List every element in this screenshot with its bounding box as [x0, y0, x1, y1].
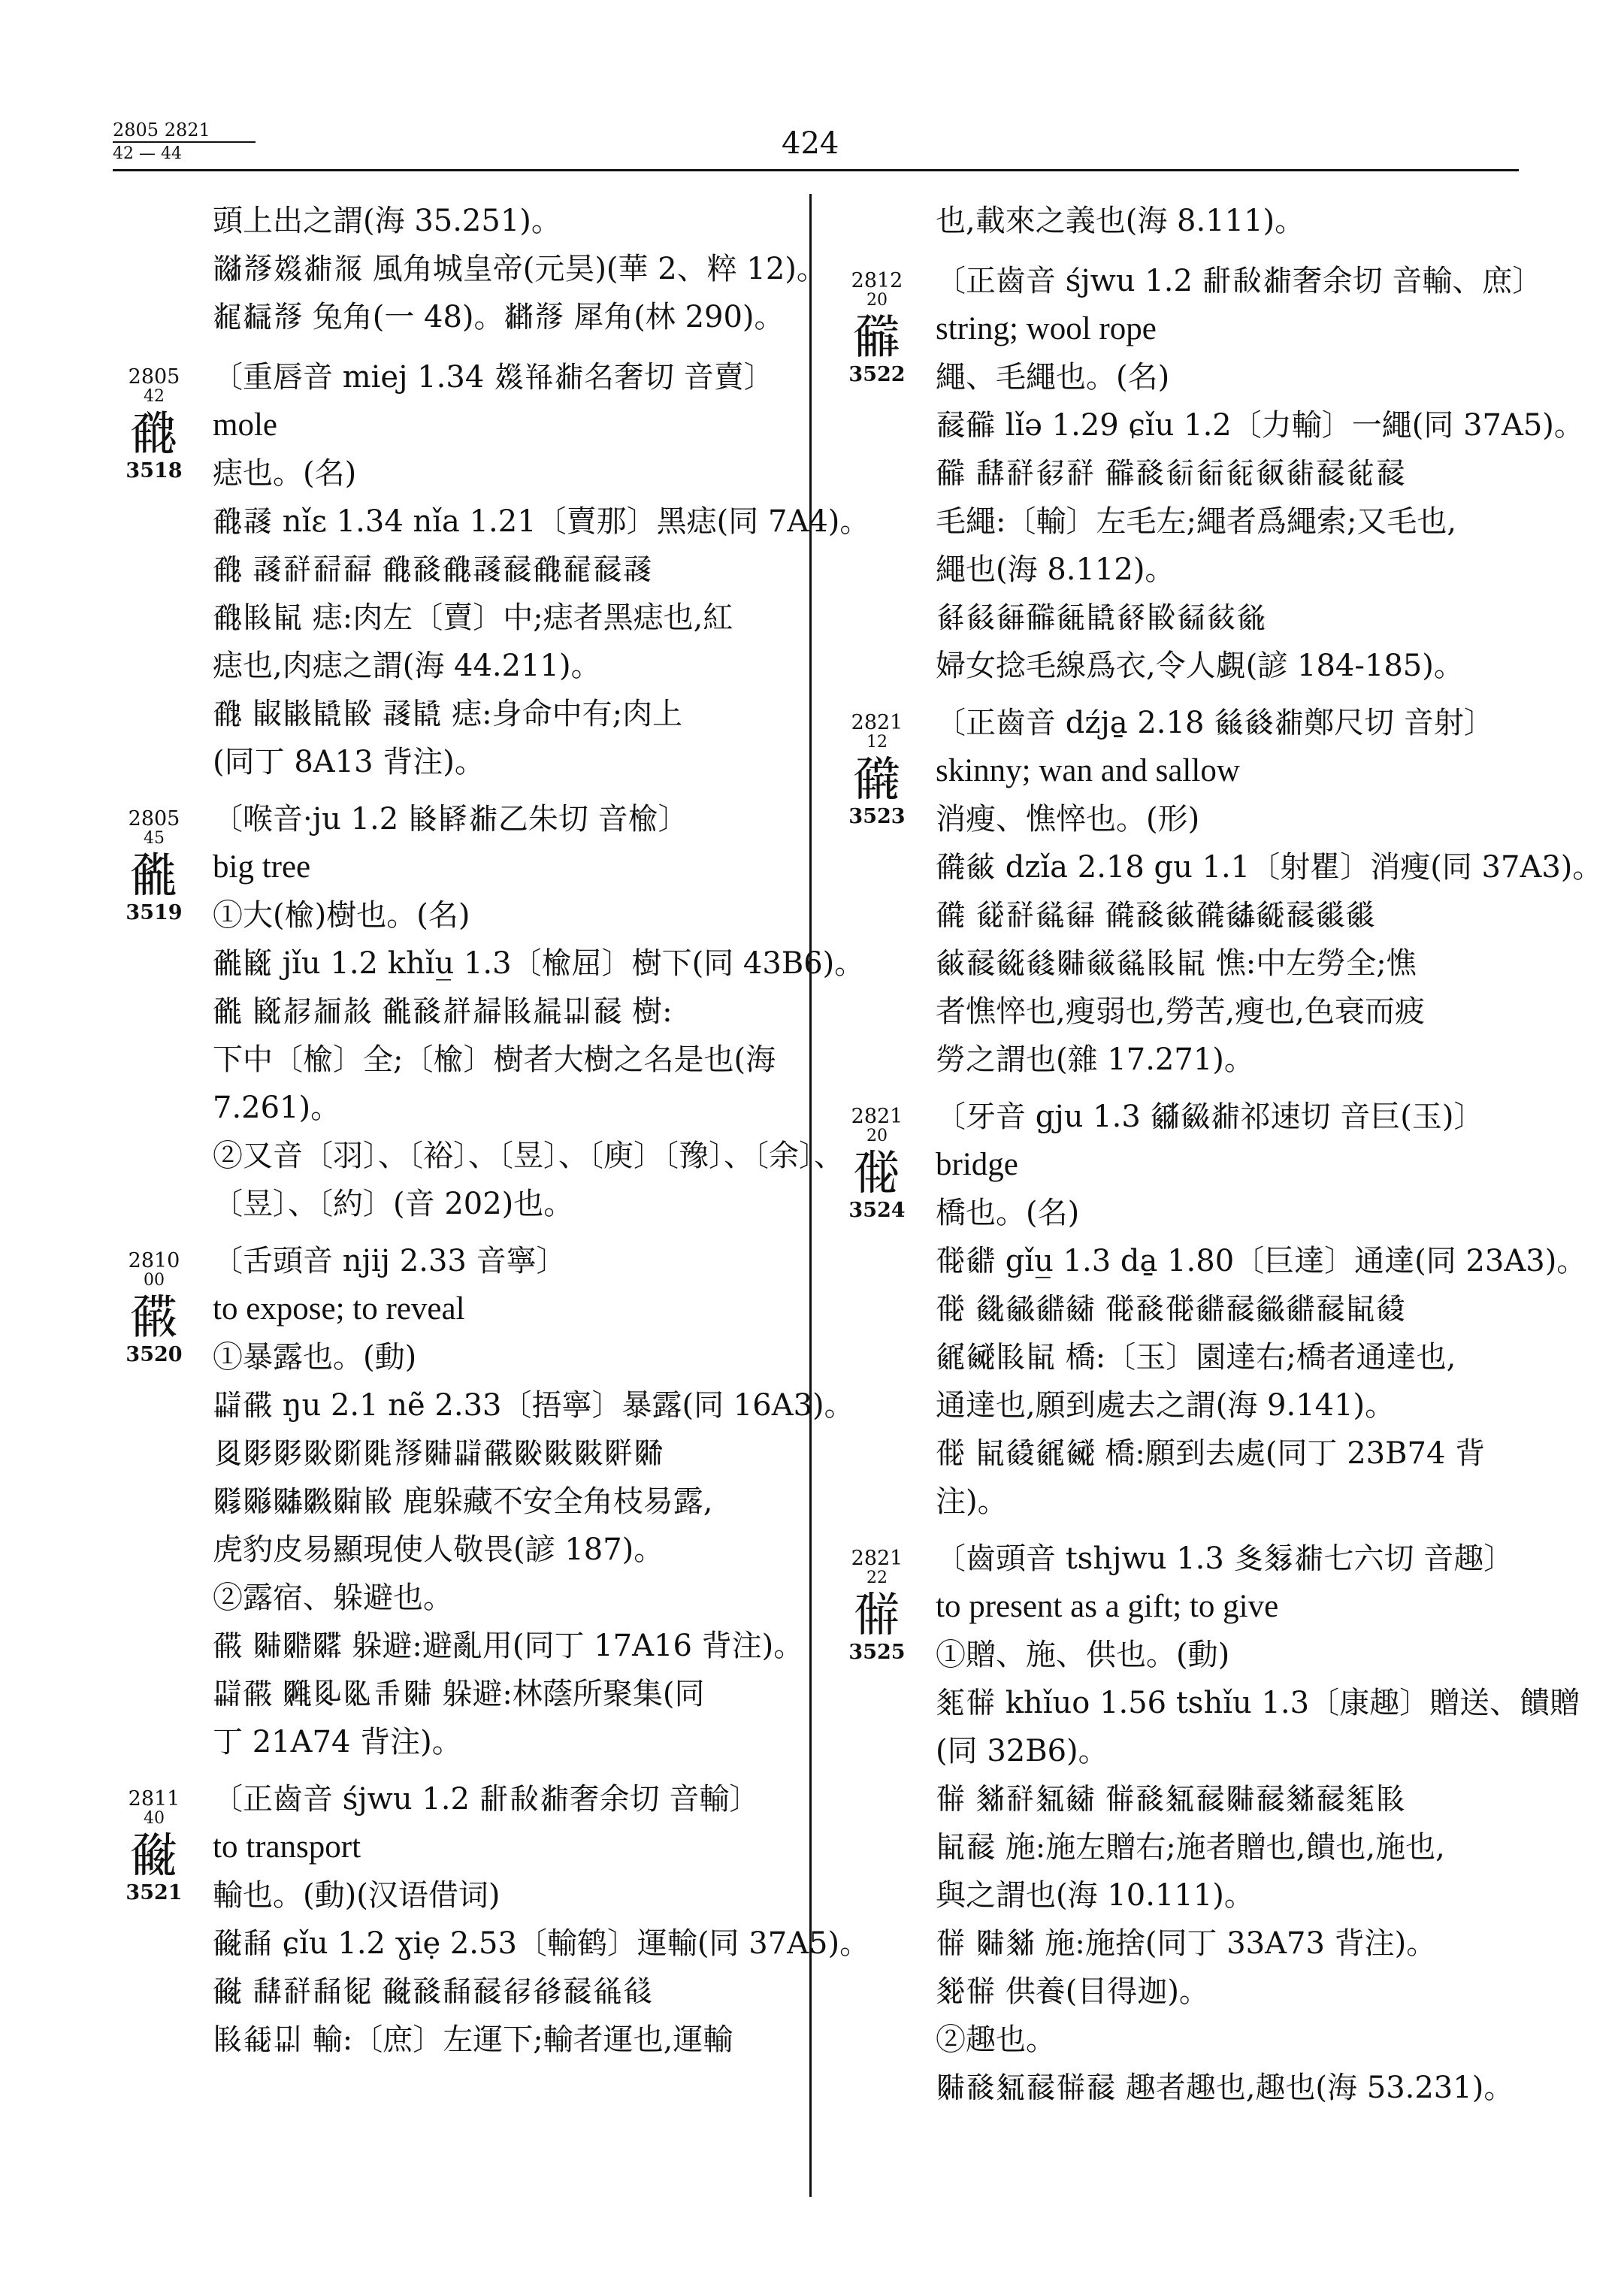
entry-gutter: [113, 353, 195, 483]
entry-line: 𘇉𘉂 jǐu 1.2 khǐu̲ 1.3〔楡屈〕樹下(同 43B6)。: [213, 946, 865, 981]
entry-number: 3520: [126, 1343, 183, 1366]
entry-number: 3518: [126, 459, 183, 483]
entry-line: 𘉱𘉲𘉳𘇌𘉴𘈾𘉵𘈿𘉶𘉷𘉸: [936, 601, 1266, 635]
entry-line: 𘇎 𘈻𘊌𘊍𘊎 橋:願到去處(同丁 23B74 背: [936, 1436, 1486, 1471]
entry-number: 3524: [848, 1199, 906, 1222]
pronunciation-line: 〔喉音·ju 1.2 𘉀𘉁𘂍乙朱切 音楡〕: [213, 802, 688, 836]
english-gloss: big tree: [213, 849, 311, 885]
pronunciation-line: 〔正齒音 śjwu 1.2 𘉠𘉡𘂍奢余切 音輸、庶〕: [936, 264, 1543, 298]
entry-line: 𘇍𘉻 dzǐa 2.18 gu 1.1〔射瞿〕消瘦(同 37A3)。: [936, 850, 1603, 885]
english-gloss: bridge: [936, 1147, 1018, 1182]
continuation-line: 頭上出之謂(海 35.251)。: [213, 204, 561, 238]
entry-line: 痣也,肉痣之謂(海 44.211)。: [213, 649, 601, 683]
entry-line: 𘉕𘉖𘉗𘉘𘉙𘈿 鹿躲藏不安全角枝易露,: [213, 1484, 713, 1519]
header-range-bottom: 42 — 44: [113, 144, 182, 163]
entry-gutter: [836, 1535, 918, 1664]
entry-line: 𘉊𘇊 ŋu 2.1 nẽ 2.33〔捂寧〕暴露(同 16A3)。: [213, 1388, 854, 1423]
entry-code: 2821: [851, 711, 903, 734]
entry-line: 𘊔𘇏 供養(目得迦)。: [936, 1974, 1209, 2009]
entry-line: 者憔悴也,瘦弱也,勞苦,瘦也,色衰而疲: [936, 994, 1425, 1029]
entry-code-sub: 42: [144, 387, 165, 406]
entry-line: 𘇏 𘉐𘊒 施:施捨(同丁 33A73 背注)。: [936, 1926, 1437, 1961]
entry-line: 𘇊 𘉐𘉚𘉛 躲避:避亂用(同丁 17A16 背注)。: [213, 1629, 804, 1663]
entry-line: ①大(楡)樹也。(名): [213, 898, 470, 933]
dictionary-entry: [836, 699, 1603, 1084]
entry-code: 2805: [128, 807, 180, 830]
entry-line: 𘈻𘈸 施:施左贈右;施者贈也,饋也,施也,: [936, 1830, 1445, 1865]
entry-line: 婦女捻毛線爲衣,令人覷(諺 184-185)。: [936, 649, 1464, 683]
entry-line: ①暴露也。(動): [213, 1340, 417, 1375]
page-number: 424: [782, 126, 839, 161]
entry-line: (同 32B6)。: [936, 1734, 1108, 1768]
entry-line: ②露宿、躲避也。: [213, 1581, 453, 1615]
head-glyph: 𘇍: [853, 752, 901, 807]
dictionary-entry: [113, 1237, 854, 1766]
entry-code: 2805: [128, 365, 180, 389]
entry-gutter: [113, 1237, 195, 1366]
entry-line: 𘇈𘈲 nǐɛ 1.34 nǐa 1.21〔賣那〕黑痣(同 7A4)。: [213, 504, 870, 539]
entry-number: 3521: [126, 1881, 183, 1904]
dictionary-entry: [836, 1535, 1580, 2112]
entry-line: 𘇎𘊇 gǐu̲ 1.3 da̱ 1.80〔巨達〕通達(同 23A3)。: [936, 1244, 1587, 1278]
entry-code-sub: 22: [866, 1569, 888, 1587]
head-glyph: 𘇉: [130, 848, 178, 903]
column-divider: [809, 194, 812, 2197]
header-range-top: 2805 2821: [113, 119, 256, 143]
entry-line: 𘊑𘇏 khǐuo 1.56 tshǐu 1.3〔康趣〕贈送、饋贈: [936, 1686, 1580, 1720]
entry-line: 𘈸𘇌 lǐə 1.29 ɕǐu 1.2〔力輸〕一繩(同 37A5)。: [936, 408, 1584, 443]
pronunciation-line: 〔正齒音 śjwu 1.2 𘉠𘉡𘂍奢余切 音輸〕: [213, 1782, 760, 1817]
entry-line: 𘇋𘉢 ɕǐu 1.2 ɣiẹ 2.53〔輸鹤〕運輸(同 37A5)。: [213, 1926, 870, 1961]
header-rule: [113, 169, 1519, 171]
english-gloss: to transport: [213, 1829, 361, 1865]
entry-number: 3519: [126, 901, 183, 924]
entry-line: (同丁 8A13 背注)。: [213, 745, 485, 779]
dictionary-entry: [113, 1775, 870, 2064]
entry-code-sub: 12: [866, 733, 888, 752]
entry-line: 𘊍𘊎𘈺𘈻 橋:〔玉〕園達右;橋者通達也,: [936, 1340, 1456, 1375]
entry-line: 𘇈𘈺𘈻 痣:肉左〔賣〕中;痣者黑痣也,紅: [213, 601, 733, 635]
entry-line: 𘇋 𘉣𘈴𘉢𘉤 𘇋𘈷𘉢𘈸𘉥𘉦𘈸𘉧𘉨: [213, 1974, 653, 2009]
entry-line: 〔昱〕、〔約〕(音 202)也。: [213, 1187, 574, 1221]
entry-gutter: [836, 699, 918, 828]
entry-line: ②趣也。: [936, 2022, 1056, 2057]
dictionary-entry: [113, 353, 870, 786]
pronunciation-line: 〔舌頭音 njij 2.33 音寧〕: [213, 1244, 567, 1278]
head-glyph: 𘇌: [853, 310, 901, 365]
continuation-text: [113, 197, 827, 341]
continuation-line: 𘁳𘃡𘀺𘂍𘃊 風角城皇帝(元昊)(華 2、粹 12)。: [213, 252, 827, 286]
entry-line: 𘇍 𘉼𘈴𘉽𘉾 𘇍𘈷𘉻𘇍𘉿𘊀𘈸𘊁𘊁: [936, 898, 1376, 933]
entry-line: 痣也。(名): [213, 456, 357, 491]
dictionary-entry: [836, 257, 1584, 690]
entry-line: 𘇈 𘈲𘈴𘈵𘈶 𘇈𘈷𘇈𘈲𘈸𘇈𘈹𘈸𘈲: [213, 552, 653, 587]
entry-line: 𘈺𘉩𘉉 輸:〔庶〕左運下;輸者運也,運輸: [213, 2022, 733, 2057]
head-glyph: 𘇈: [130, 406, 178, 461]
entry-code: 2821: [851, 1105, 903, 1128]
right-column: [836, 197, 1603, 2121]
entry-line: 橋也。(名): [936, 1196, 1080, 1230]
entry-code-sub: 20: [866, 291, 888, 310]
entry-line: 輸也。(動)(汉语借词): [213, 1878, 501, 1913]
entry-line: 𘇈 𘈼𘈽𘈾𘈿 𘈲𘈾 痣:身命中有;肉上: [213, 697, 683, 731]
pronunciation-line: 〔重唇音 miej 1.34 𘀺𘁅𘂍名奢切 音賣〕: [213, 360, 774, 395]
entry-line: ②又音〔羽〕、〔裕〕、〔昱〕、〔庾〕〔豫〕、〔余〕、: [213, 1139, 844, 1173]
entry-code: 2811: [128, 1787, 180, 1811]
pronunciation-line: 〔牙音 gju 1.3 𘊅𘊆𘂍祁速切 音巨(玉)〕: [936, 1100, 1484, 1134]
entry-line: 𘉻𘈸𘊂𘊃𘉐𘊄𘉽𘈺𘈻 憔:中左勞全;憔: [936, 946, 1417, 981]
dictionary-entry: [113, 795, 865, 1228]
head-glyph: 𘇊: [130, 1290, 178, 1345]
entry-line: 繩、毛繩也。(名): [936, 360, 1170, 395]
entry-line: 虎豹皮易顯現使人敬畏(諺 187)。: [213, 1532, 664, 1567]
running-header-range: [113, 119, 256, 165]
english-gloss: to expose; to reveal: [213, 1291, 465, 1327]
entry-line: 𘇎 𘊈𘊉𘊇𘊊 𘇎𘈷𘇎𘊇𘈸𘊋𘊇𘈸𘈻𘊌: [936, 1292, 1406, 1327]
entry-line: 消瘦、憔悴也。(形): [936, 802, 1200, 836]
continuation-line: 也,載來之義也(海 8.111)。: [936, 204, 1305, 238]
entry-line: 與之謂也(海 10.111)。: [936, 1878, 1254, 1913]
entry-line: 𘇏 𘊒𘈴𘊓𘊊 𘇏𘈷𘊓𘈸𘉐𘈸𘊒𘈸𘊑𘈺: [936, 1782, 1406, 1817]
continuation-text: [836, 197, 1527, 245]
entry-line: ①贈、施、供也。(動): [936, 1638, 1230, 1672]
entry-code: 2810: [128, 1249, 180, 1272]
entry-number: 3522: [848, 363, 906, 386]
entry-line: 𘇉 𘉂𘉃𘉄𘉅 𘇉𘈷𘉆𘉇𘈺𘉈𘉉𘈸 樹:: [213, 994, 673, 1029]
entry-gutter: [836, 1093, 918, 1222]
entry-gutter: [836, 257, 918, 386]
entry-line: 勞之謂也(雜 17.271)。: [936, 1042, 1254, 1077]
entry-code-sub: 45: [144, 829, 165, 848]
entry-line: 7.261)。: [213, 1091, 341, 1125]
dictionary-entry: [836, 1093, 1587, 1526]
entry-line: 通達也,願到處去之謂(海 9.141)。: [936, 1388, 1396, 1423]
head-glyph: 𘇎: [853, 1145, 901, 1201]
head-glyph: 𘇏: [853, 1587, 901, 1643]
english-gloss: skinny; wan and sallow: [936, 753, 1240, 788]
pronunciation-line: 〔齒頭音 tshjwu 1.3 𘊏𘊐𘂍七六切 音趣〕: [936, 1541, 1514, 1576]
entry-line: 𘉊𘇊 𘉜𘉝𘉞𘉟𘉐 躲避:林蔭所聚集(同: [213, 1677, 705, 1711]
entry-code: 2821: [851, 1547, 903, 1570]
left-column: [113, 197, 870, 2073]
entry-line: 毛繩:〔輸〕左毛左;繩者爲繩索;又毛也,: [936, 504, 1457, 539]
entry-line: 繩也(海 8.112)。: [936, 552, 1175, 587]
entry-line: 下中〔楡〕全;〔楡〕樹者大樹之名是也(海: [213, 1042, 776, 1077]
english-gloss: string; wool rope: [936, 311, 1157, 346]
head-glyph: 𘇋: [130, 1828, 178, 1883]
entry-line: 注)。: [936, 1484, 1008, 1519]
entry-line: 𘉋𘉌𘉌𘉍𘉎𘉏𘃡𘉐𘉊𘇊𘉑𘉒𘉒𘉓𘉔: [213, 1436, 664, 1471]
entry-gutter: [113, 795, 195, 924]
entry-gutter: [113, 1775, 195, 1904]
entry-line: 𘇌 𘉣𘈴𘉪𘈴 𘇌𘈷𘉫𘉬𘉭𘉮𘉯𘈸𘉰𘈸: [936, 456, 1406, 491]
entry-code: 2812: [851, 269, 903, 292]
entry-number: 3523: [848, 805, 906, 828]
entry-line: 𘉐𘈷𘊓𘈸𘇏𘈸 趣者趣也,趣也(海 53.231)。: [936, 2071, 1514, 2105]
english-gloss: mole: [213, 407, 277, 443]
entry-line: 丁 21A74 背注)。: [213, 1725, 462, 1759]
entry-code-sub: 20: [866, 1127, 888, 1145]
entry-number: 3525: [848, 1641, 906, 1664]
pronunciation-line: 〔正齒音 dźja̱ 2.18 𘉹𘉺𘂍鄭尺切 音射〕: [936, 706, 1494, 740]
english-gloss: to present as a gift; to give: [936, 1589, 1279, 1624]
continuation-line: 𘂢𘂣𘃡 兔角(一 48)。𘂤𘃡 犀角(林 290)。: [213, 300, 785, 334]
entry-code-sub: 40: [144, 1809, 165, 1828]
entry-code-sub: 00: [144, 1271, 165, 1290]
